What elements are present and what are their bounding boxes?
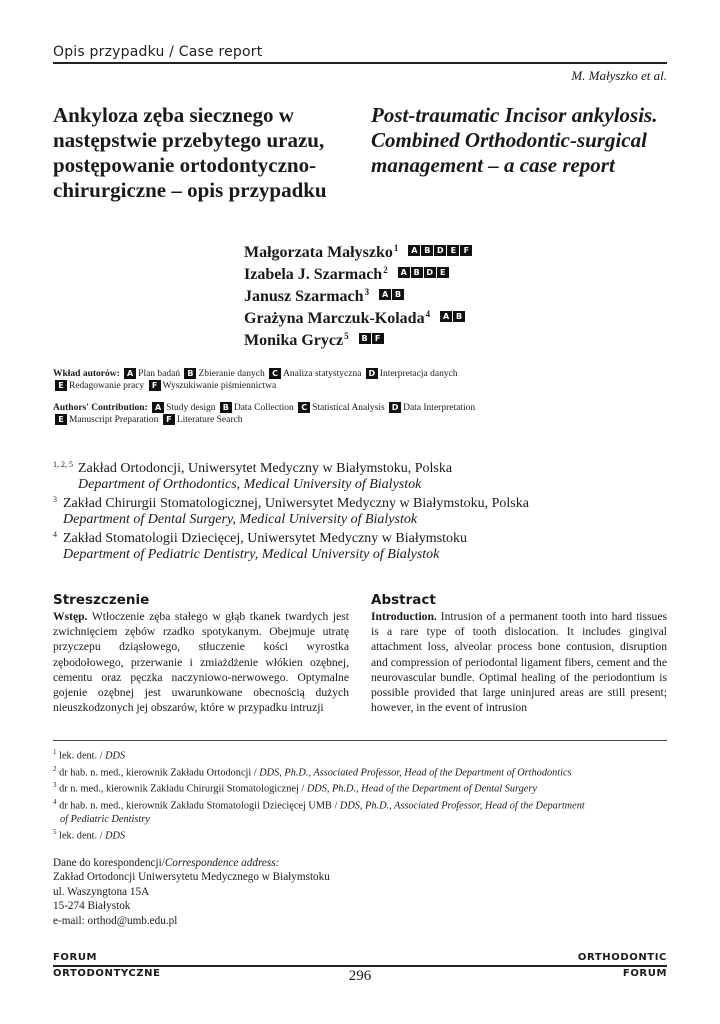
affiliation-polish: Zakład Ortodoncji, Uniwersytet Medyczny w Białymstoku, Polska (78, 461, 453, 476)
role-badge: C (298, 402, 310, 413)
affiliation-english: Department of Pediatric Dentistry, Medical University of Bialystok (63, 546, 440, 562)
footer-journal-left-2: ORTODONTYCZNE (53, 968, 161, 979)
abstract-text: Wtłoczenie zęba stałego w głąb tkanek twardych jest zwichnięciem zębów rzadko spotykanym. Obejmuje utratę przyczepu dziąsłowego, stłuczenie kości wyrostka zębodołowego, przerwanie i zmiażdżenie włókien ozębnej, cementu oraz pęczka naczyniowo-nerwowego. Optymalne gojenie ozębnej jest uwarunkowane obecnością dużych nieuszkodzonych jej obszarów, które w przypadku intruzji (53, 610, 349, 715)
role-badge: F (372, 333, 384, 344)
footnote-english: DDS, Ph.D., Associated Professor, Head of the Department (339, 800, 585, 812)
footer-journal-left-1: FORUM (53, 952, 98, 963)
footnote-polish: dr hab. n. med., kierownik Zakładu Ortodoncji / (59, 767, 260, 779)
author-name: Izabela J. Szarmach (244, 266, 383, 283)
footer-journal-right-2: FORUM (622, 968, 667, 979)
abstract-lead: Wstęp. (53, 610, 88, 623)
author-affil-sup: 3 (364, 287, 370, 297)
role-badge: B (411, 267, 423, 278)
author-name: Małgorzata Małyszko (244, 244, 393, 261)
contribution-legend-english (53, 402, 667, 426)
author-affil-sup: 2 (383, 265, 388, 275)
correspondence-address (53, 856, 330, 928)
author-role-badges (359, 327, 385, 349)
role-badge: B (220, 402, 232, 413)
abstract-heading: Abstract (371, 592, 436, 608)
footnote-number: 3 (53, 781, 57, 790)
correspondence-label-english: Correspondence address: (164, 857, 280, 869)
author-name: Grażyna Marczuk-Kolada (244, 310, 425, 327)
affiliation-number: 4 (53, 530, 57, 539)
role-badge: E (447, 245, 459, 256)
footnote-english: DDS, Ph.D., Head of the Department of Dental Surgery (306, 783, 537, 795)
author-affil-sup: 1 (393, 243, 399, 253)
correspondence-line: 15-274 Białystok (53, 900, 131, 913)
section-label: Opis przypadku / Case report (53, 44, 263, 60)
role-description: Plan badań (138, 369, 181, 379)
role-badge: B (421, 245, 433, 256)
role-description: Zbieranie danych (198, 369, 265, 379)
page-number: 296 (348, 968, 372, 984)
abstract-english (371, 591, 667, 715)
role-description: Interpretacja danych (379, 369, 458, 379)
role-badge: B (359, 333, 371, 344)
footnote-english: DDS (105, 750, 126, 762)
abstract-polish (53, 591, 349, 715)
role-badge: D (424, 267, 436, 278)
correspondence-email: e-mail: orthod@umb.edu.pl (53, 914, 178, 927)
correspondence-label-polish: Dane do korespondencji/ (53, 857, 165, 869)
role-badge: E (437, 267, 449, 278)
footnote (53, 779, 667, 796)
role-description: Data Interpretation (403, 403, 476, 413)
abstract-body (53, 609, 349, 715)
affiliation-english: Department of Dental Surgery, Medical University of Bialystok (63, 511, 418, 527)
footnote-english: DDS (105, 830, 126, 842)
role-badge: D (366, 368, 378, 379)
title-english: Post-traumatic Incisor ankylosis. Combined Orthodontic-surgical management – a case report (371, 103, 658, 177)
affiliation-polish: Zakład Stomatologii Dziecięcej, Uniwersytet Medyczny w Białymstoku (63, 531, 467, 546)
footnote-polish: dr hab. n. med., kierownik Zakładu Stomatologii Dziecięcej UMB / (59, 800, 340, 812)
role-description: Data Collection (233, 403, 294, 413)
role-badge: A (124, 368, 136, 379)
role-badge: F (163, 414, 175, 425)
role-badge: A (398, 267, 410, 278)
running-author: M. Małyszko et al. (571, 68, 667, 83)
author-affil-sup: 5 (344, 331, 349, 341)
role-description: Manuscript Preparation (69, 415, 159, 425)
role-badge: B (453, 311, 465, 322)
role-badge: A (408, 245, 420, 256)
abstract-body (371, 609, 667, 715)
role-badge: E (55, 414, 67, 425)
footnote-rule (53, 740, 667, 741)
role-badge: F (149, 380, 161, 391)
footnote (53, 796, 667, 813)
author-role-badges (379, 283, 405, 305)
footnote-number: 4 (53, 797, 57, 806)
author-name: Janusz Szarmach (244, 288, 364, 305)
footnote-polish: dr n. med., kierownik Zakładu Chirurgii Stomatologicznej / (59, 783, 307, 795)
role-description: Wyszukiwanie piśmiennictwa (162, 381, 277, 391)
abstract-heading: Streszczenie (53, 592, 150, 608)
role-description: Study design (166, 403, 216, 413)
author-1 (244, 237, 473, 259)
author-name: Monika Grycz (244, 332, 344, 349)
role-badge: A (152, 402, 164, 413)
footnote-number: 5 (53, 827, 57, 836)
role-badge: A (379, 289, 391, 300)
contribution-label: Wkład autorów: (53, 369, 120, 379)
author-affil-sup: 4 (425, 309, 431, 319)
role-description: Analiza statystyczna (283, 369, 362, 379)
footnote-number: 2 (53, 764, 57, 773)
affiliations (53, 457, 667, 562)
footnote-number: 1 (53, 748, 57, 756)
footnote-polish: lek. dent. / (59, 830, 106, 842)
footer-journal-right-1: ORTHODONTIC (577, 952, 667, 963)
author-list (244, 237, 473, 347)
footnote-polish: lek. dent. / (59, 750, 106, 762)
footnote-english: DDS, Ph.D., Associated Professor, Head of the Department of Orthodontics (259, 767, 572, 779)
footnote-english: of Pediatric Dentistry (60, 813, 150, 825)
affiliation-english: Department of Orthodontics, Medical University of Bialystok (78, 476, 422, 492)
role-badge: B (184, 368, 196, 379)
author-role-badges (398, 261, 450, 283)
footnote-continuation (53, 813, 667, 826)
role-description: Literature Search (176, 415, 243, 425)
author-role-badges (440, 305, 466, 327)
affiliation-polish: Zakład Chirurgii Stomatologicznej, Uniwersytet Medyczny w Białymstoku, Polska (63, 496, 529, 511)
abstract-lead: Introduction. (371, 610, 437, 623)
role-description: Redagowanie pracy (69, 381, 145, 391)
correspondence-line: ul. Waszyngtona 15A (53, 885, 150, 898)
footer-rule (53, 965, 667, 967)
author-2 (244, 259, 473, 281)
title-polish: Ankyloza zęba siecznego w następstwie przebytego urazu, postępowanie ortodontyczno-chirurgiczne – opis przypadku (53, 103, 327, 202)
affiliation-2 (53, 492, 667, 512)
affiliation-1 (53, 457, 667, 477)
role-badge: D (389, 402, 401, 413)
role-badge: B (392, 289, 404, 300)
footnote (53, 826, 667, 843)
contribution-label: Authors' Contribution: (53, 403, 148, 413)
role-badge: A (440, 311, 452, 322)
role-badge: C (269, 368, 281, 379)
author-3 (244, 281, 473, 303)
author-5 (244, 325, 473, 347)
role-description: Statistical Analysis (312, 403, 385, 413)
role-badge: E (55, 380, 67, 391)
affiliation-number: 1, 2, 5 (53, 460, 73, 469)
contribution-legend-polish (53, 368, 667, 392)
header-rule (53, 62, 667, 64)
correspondence-line: Zakład Ortodoncji Uniwersytetu Medycznego w Białymstoku (53, 871, 330, 884)
role-badge: D (434, 245, 446, 256)
footnotes (53, 746, 667, 842)
correspondence-label (53, 856, 330, 870)
footnote (53, 763, 667, 780)
author-role-badges (408, 239, 473, 261)
affiliation-3 (53, 527, 667, 547)
role-badge: F (460, 245, 472, 256)
abstract-text: Intrusion of a permanent tooth into hard tissues is a rare type of tooth dislocation. It includes gingival attachment loss, alveolar process bone contusion, disruption and compression of periodontal ligament fibers, cement and the neurovascular bundle. Optimal healing of the periodontium is possible provided that large uninjured areas are still present; however, in the event of intrusion (371, 610, 667, 715)
footnote (53, 746, 667, 763)
affiliation-number: 3 (53, 495, 57, 504)
author-4 (244, 303, 473, 325)
